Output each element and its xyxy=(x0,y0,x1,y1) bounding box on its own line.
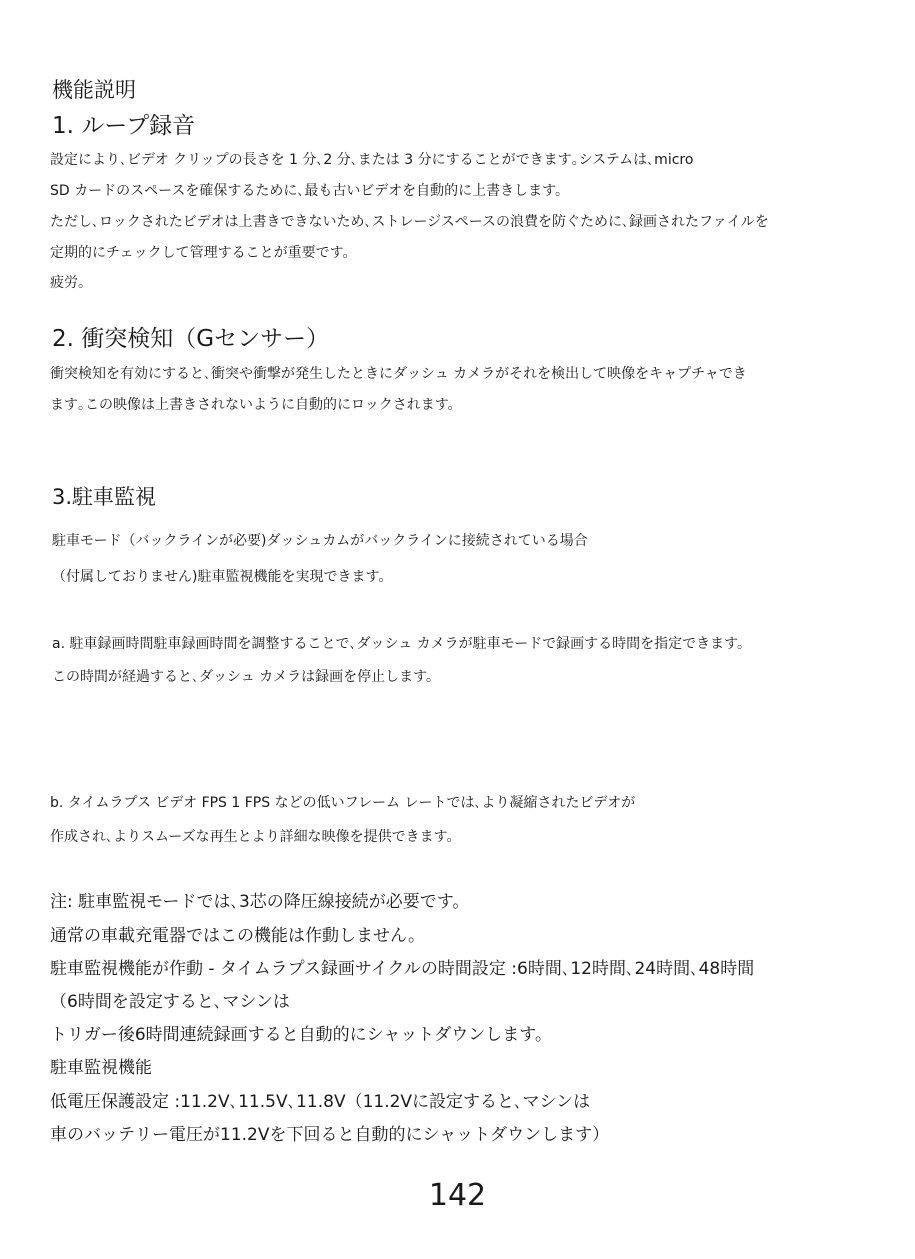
note-line: （6時間を設定すると､マシンは xyxy=(50,992,290,1012)
paragraph-line: SD カードのスペースを確保するために､最も古いビデオを自動的に上書きします。 xyxy=(50,183,570,199)
note-line: トリガー後6時間連続録画すると自動的にシャットダウンします。 xyxy=(50,1025,552,1045)
paragraph-line: この時間が経過すると､ダッシュ カメラは録画を停止します。 xyxy=(52,669,441,685)
note-line: 通常の車載充電器ではこの機能は作動しません。 xyxy=(50,926,426,946)
section-parking-heading: 3.駐車監視 xyxy=(52,485,157,509)
page-number: 142 xyxy=(428,1178,487,1213)
paragraph-line: 定期的にチェックして管理することが重要です。 xyxy=(50,245,357,261)
note-line: 車のバッテリー電圧が11.2Vを下回ると自動的にシャットダウンします） xyxy=(50,1125,610,1145)
note-line: 駐車監視機能が作動 - タイムラプス録画サイクルの時間設定 :6時間､12時間､24時間､48時間 xyxy=(50,959,755,979)
note-line: 駐車監視機能 xyxy=(50,1058,152,1078)
paragraph-line: 疲労。 xyxy=(50,275,92,291)
paragraph-line: 設定により､ビデオ クリップの長さを 1 分､2 分､または 3 分にすることができます｡システムは､micro xyxy=(50,152,694,168)
paragraph-line: 作成され､よりスムーズな再生とより詳細な映像を提供できます。 xyxy=(50,829,461,845)
paragraph-line: b. タイムラプス ビデオ FPS 1 FPS などの低いフレーム レートでは､より凝縮されたビデオが xyxy=(50,795,636,811)
section-gsensor-heading: 2. 衝突検知（Gセンサー） xyxy=(52,326,330,352)
paragraph-line: ただし､ロックされたビデオは上書きできないため､ストレージスペースの浪費を防ぐために､録画されたファイルを xyxy=(50,214,769,230)
paragraph-line: a. 駐車録画時間駐車録画時間を調整することで､ダッシュ カメラが駐車モードで録画する時間を指定できます。 xyxy=(52,636,751,652)
note-line: 注: 駐車監視モードでは､3芯の降圧線接続が必要です。 xyxy=(50,892,470,912)
page-title: 機能説明 xyxy=(52,78,136,102)
section-loop-heading: 1. ループ録音 xyxy=(52,113,196,139)
paragraph-line: 駐車モード（バックラインが必要)ダッシュカムがバックラインに接続されている場合 xyxy=(52,533,588,549)
paragraph-line: 衝突検知を有効にすると､衝突や衝撃が発生したときにダッシュ カメラがそれを検出して映像をキャプチャでき xyxy=(50,366,747,382)
paragraph-line: （付属しておりません)駐車監視機能を実現できます。 xyxy=(52,569,393,585)
note-line: 低電圧保護設定 :11.2V､11.5V､11.8V（11.2Vに設定すると､マシンは xyxy=(50,1092,591,1112)
paragraph-line: ます｡この映像は上書きされないように自動的にロックされます。 xyxy=(50,397,462,413)
